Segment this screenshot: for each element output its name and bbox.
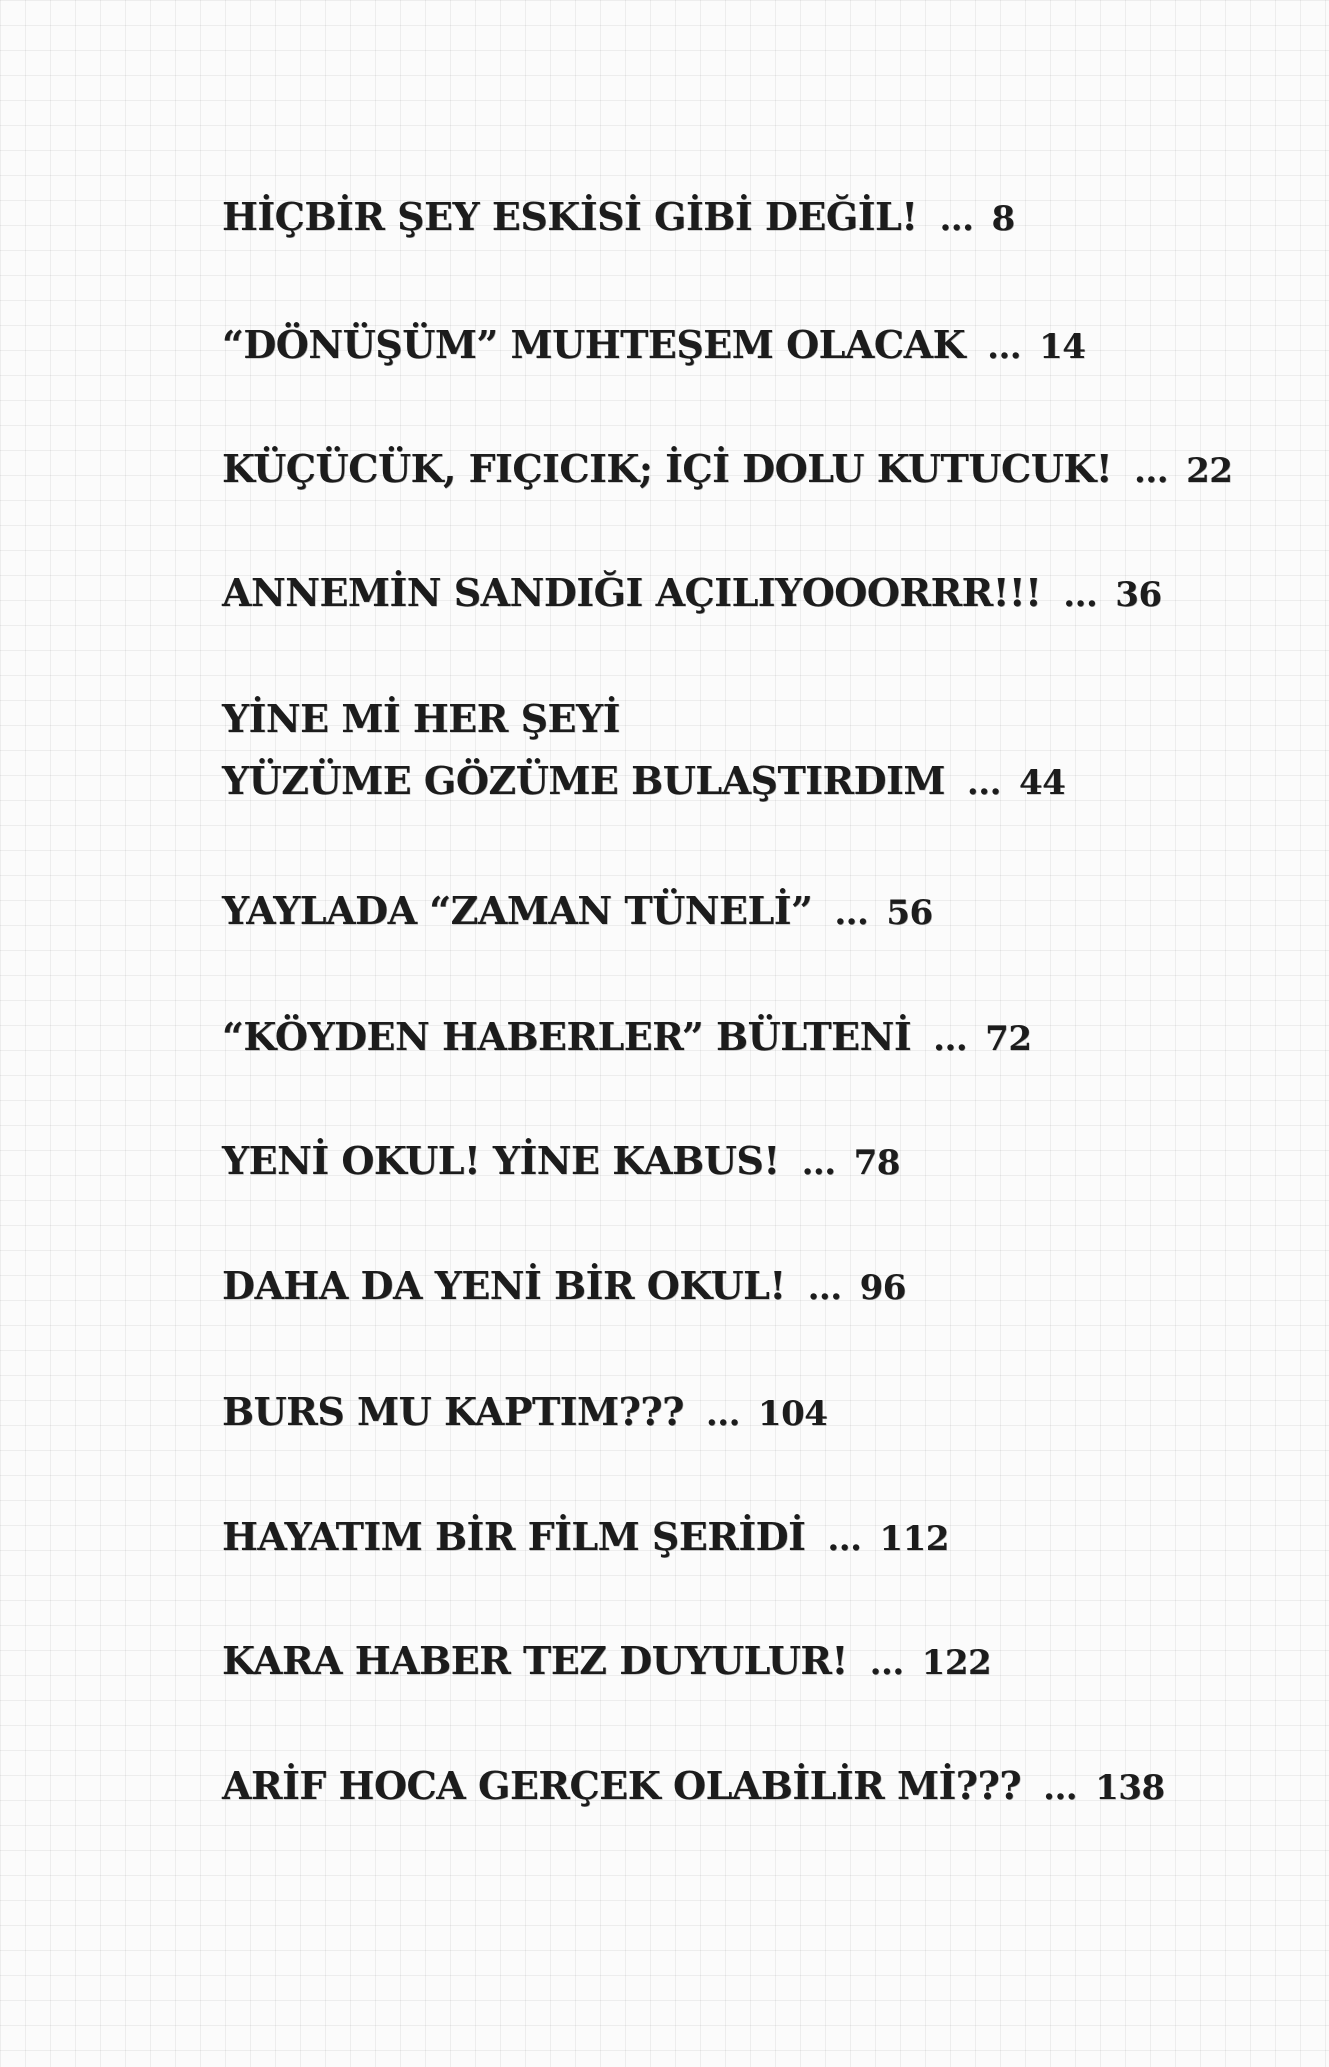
toc-entry: [222, 688, 1065, 814]
toc-entry-title-text: YAYLADA “ZAMAN TÜNELİ”: [222, 888, 813, 933]
toc-entry-page-number: 14: [1039, 327, 1086, 367]
toc-entry-page-number: 8: [991, 199, 1015, 239]
toc-entry-title-text: HAYATIM BİR FİLM ŞERİDİ: [222, 1514, 806, 1559]
toc-entry-title-text: KARA HABER TEZ DUYULUR!: [222, 1638, 848, 1683]
toc-entry-separator: ...: [705, 1394, 740, 1434]
toc-entry-page-number: 78: [853, 1143, 900, 1183]
toc-entry-separator: ...: [966, 763, 1001, 803]
toc-entry-title-text: “KÖYDEN HABERLER” BÜLTENİ: [222, 1014, 912, 1059]
toc-entry-title: [222, 562, 1162, 626]
toc-entry-separator: ...: [987, 327, 1022, 367]
toc-entry: [222, 1755, 1165, 1819]
toc-entry-title: [222, 1630, 991, 1694]
toc-entry-title: [222, 314, 1085, 378]
toc-entry: [222, 438, 1232, 502]
toc-entry-page-number: 56: [886, 893, 933, 933]
toc-entry-page-number: 96: [859, 1268, 906, 1308]
toc-entry-title-text: ANNEMİN SANDIĞI AÇILIYOOORRR!!!: [222, 570, 1042, 615]
toc-entry-title-text: HİÇBİR ŞEY ESKİSİ GİBİ DEĞİL!: [222, 194, 918, 239]
toc-entry-page-number: 36: [1115, 575, 1162, 615]
toc-entry: [222, 1381, 827, 1445]
toc-entry-separator: ...: [834, 893, 869, 933]
toc-entry-title-text: KÜÇÜCÜK, FIÇICIK; İÇİ DOLU KUTUCUK!: [222, 446, 1113, 491]
toc-entry-title: [222, 1006, 1032, 1070]
toc-entry-separator: ...: [1063, 575, 1098, 615]
toc-entry-separator: ...: [807, 1268, 842, 1308]
toc-entry-title: [222, 688, 1065, 750]
toc-entry-separator: ...: [1043, 1768, 1078, 1808]
toc-entry-separator: ...: [801, 1143, 836, 1183]
toc-entry-title-text: BURS MU KAPTIM???: [222, 1389, 684, 1434]
toc-entry: [222, 562, 1162, 626]
toc-entry: [222, 1255, 906, 1319]
toc-entry-page-number: 138: [1095, 1768, 1165, 1808]
toc-entry-page-number: 104: [757, 1394, 828, 1434]
toc-entry-title: [222, 1255, 906, 1319]
toc-entry: [222, 186, 1015, 250]
toc-entry: [222, 1506, 949, 1570]
toc-entry-page-number: 72: [985, 1019, 1032, 1059]
toc-entry-separator: ...: [933, 1019, 968, 1059]
toc-entry: [222, 314, 1085, 378]
toc-entry-title: [222, 438, 1232, 502]
toc-entry: [222, 880, 933, 944]
toc-entry-separator: ...: [869, 1643, 904, 1683]
toc-entry-page-number: 44: [1018, 763, 1066, 803]
toc-entry-title-continued: [222, 750, 1065, 814]
toc-entry-page-number: 112: [879, 1519, 949, 1559]
toc-entry-title-text: ARİF HOCA GERÇEK OLABİLİR Mİ???: [222, 1763, 1022, 1808]
toc-entry: [222, 1130, 900, 1194]
toc-entry-title-text: YÜZÜME GÖZÜME BULAŞTIRDIM: [222, 758, 945, 803]
toc-entry: [222, 1006, 1032, 1070]
toc-entry: [222, 1630, 991, 1694]
toc-entry-separator: ...: [827, 1519, 862, 1559]
toc-entry-page-number: 22: [1186, 451, 1233, 491]
toc-entry-title: [222, 1506, 949, 1570]
toc-entry-title-text: “DÖNÜŞÜM” MUHTEŞEM OLACAK: [222, 322, 966, 367]
toc-entry-title: [222, 1755, 1165, 1819]
toc-entry-title: [222, 186, 1015, 250]
toc-entry-title: [222, 1130, 900, 1194]
toc-entry-title-text: YENİ OKUL! YİNE KABUS!: [222, 1138, 780, 1183]
toc-entry-page-number: 122: [921, 1643, 992, 1683]
toc-entry-separator: ...: [1134, 451, 1169, 491]
toc-entry-title-text: YİNE Mİ HER ŞEYİ: [222, 696, 620, 741]
toc-entry-title: [222, 1381, 827, 1445]
toc-entry-separator: ...: [939, 199, 974, 239]
toc-entry-title-text: DAHA DA YENİ BİR OKUL!: [222, 1263, 786, 1308]
toc-entry-title: [222, 880, 933, 944]
